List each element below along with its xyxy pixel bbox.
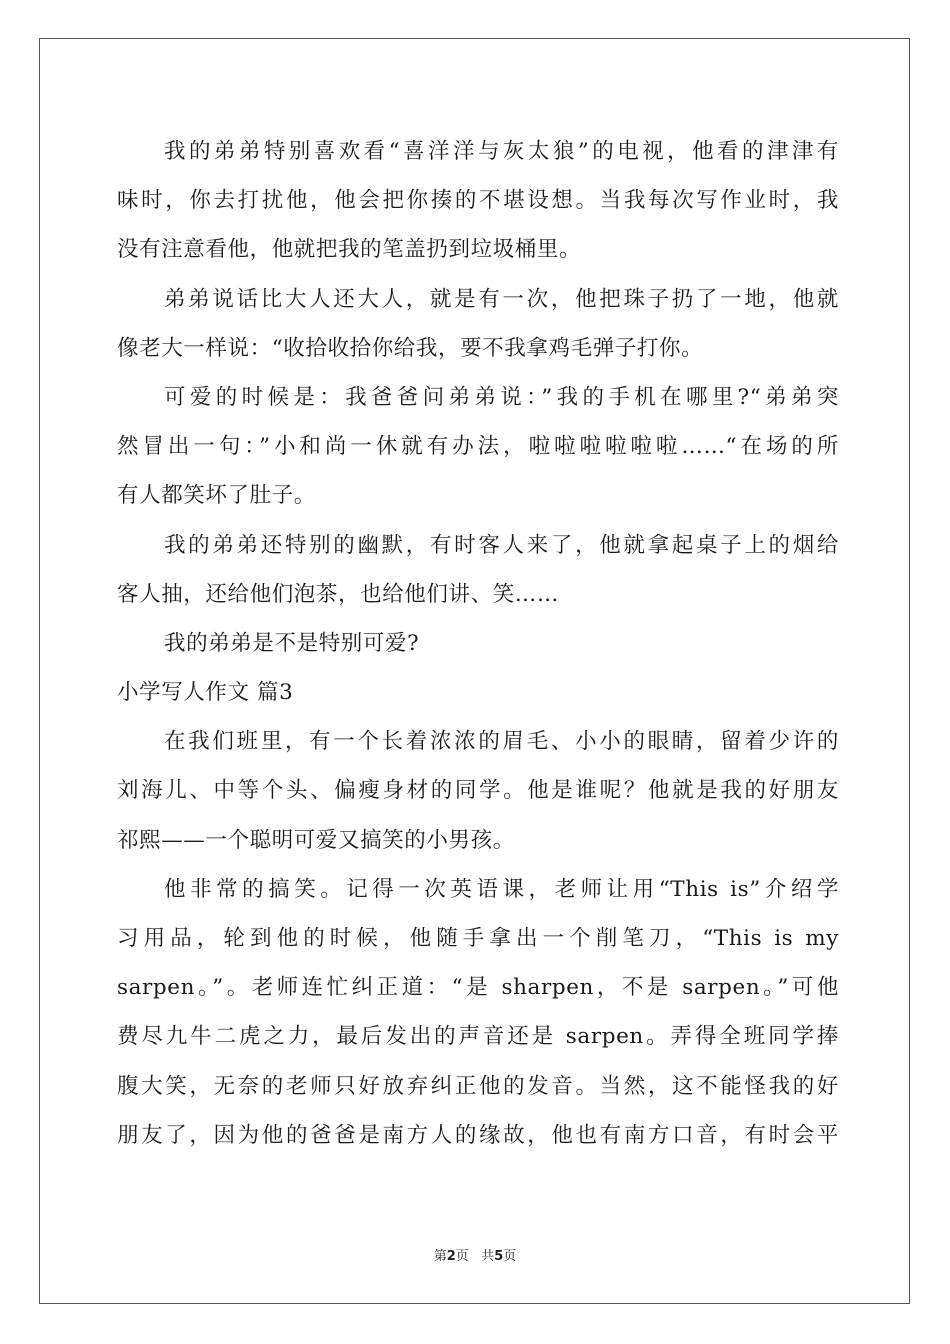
total-prefix: 共 [481, 1249, 495, 1264]
text-line: 我的弟弟还特别的幽默，有时客人来了，他就拿起桌子上的烟给 [164, 532, 839, 558]
text-line: 然冒出一句：”小和尚一休就有办法，啦啦啦啦啦啦……“在场的所 [117, 434, 839, 460]
text-line: 习用品，轮到他的时候，他随手拿出一个削笔刀，“This is my [117, 926, 839, 951]
page-suffix: 页 [455, 1249, 469, 1264]
text-line: 客人抽，还给他们泡茶，也给他们讲、笑…… [117, 581, 560, 607]
text-line: 像老大一样说：“收拾收拾你给我，要不我拿鸡毛弹子打你。 [117, 335, 704, 361]
text-line: 费尽九牛二虎之力，最后发出的声音还是 sarpen。弄得全班同学捧 [117, 1024, 839, 1050]
document-body [117, 127, 839, 1160]
text-line: sarpen。”。老师连忙纠正道：“是 sharpen，不是 sarpen。”可他 [117, 975, 839, 1001]
page-number: 2 [446, 1249, 456, 1264]
total-pages: 5 [494, 1249, 504, 1264]
text-line: 弟弟说话比大人还大人，就是有一次，他把珠子扔了一地，他就 [164, 286, 839, 312]
text-line: 祁熙——一个聪明可爱又搞笑的小男孩。 [117, 827, 515, 853]
text-line: 刘海儿、中等个头、偏瘦身材的同学。他是谁呢？他就是我的好朋友 [117, 778, 839, 804]
page-footer [0, 1245, 950, 1264]
page-prefix: 第 [433, 1249, 447, 1264]
text-line: 他非常的搞笑。记得一次英语课，老师让用“This is”介绍学 [164, 876, 839, 902]
text-line: 我的弟弟特别喜欢看“喜洋洋与灰太狼”的电视，他看的津津有 [164, 139, 839, 164]
text-line: 腹大笑，无奈的老师只好放弃纠正他的发音。当然，这不能怪我的好 [117, 1073, 839, 1099]
text-line: 在我们班里，有一个长着浓浓的眉毛、小小的眼睛，留着少许的 [164, 729, 839, 755]
total-suffix: 页 [503, 1249, 517, 1264]
text-line: 朋友了，因为他的爸爸是南方人的缘故，他也有南方口音，有时会平 [117, 1122, 839, 1148]
text-line: 没有注意看他，他就把我的笔盖扔到垃圾桶里。 [117, 237, 582, 263]
text-line: 味时，你去打扰他，他会把你揍的不堪设想。当我每次写作业时，我 [117, 188, 839, 214]
section-heading: 小学写人作文 篇3 [117, 680, 294, 706]
text-line: 有人都笑坏了肚子。 [117, 483, 316, 509]
text-line: 可爱的时候是：我爸爸问弟弟说：”我的手机在哪里?“弟弟突 [164, 384, 839, 410]
text-line: 我的弟弟是不是特别可爱? [164, 630, 420, 656]
